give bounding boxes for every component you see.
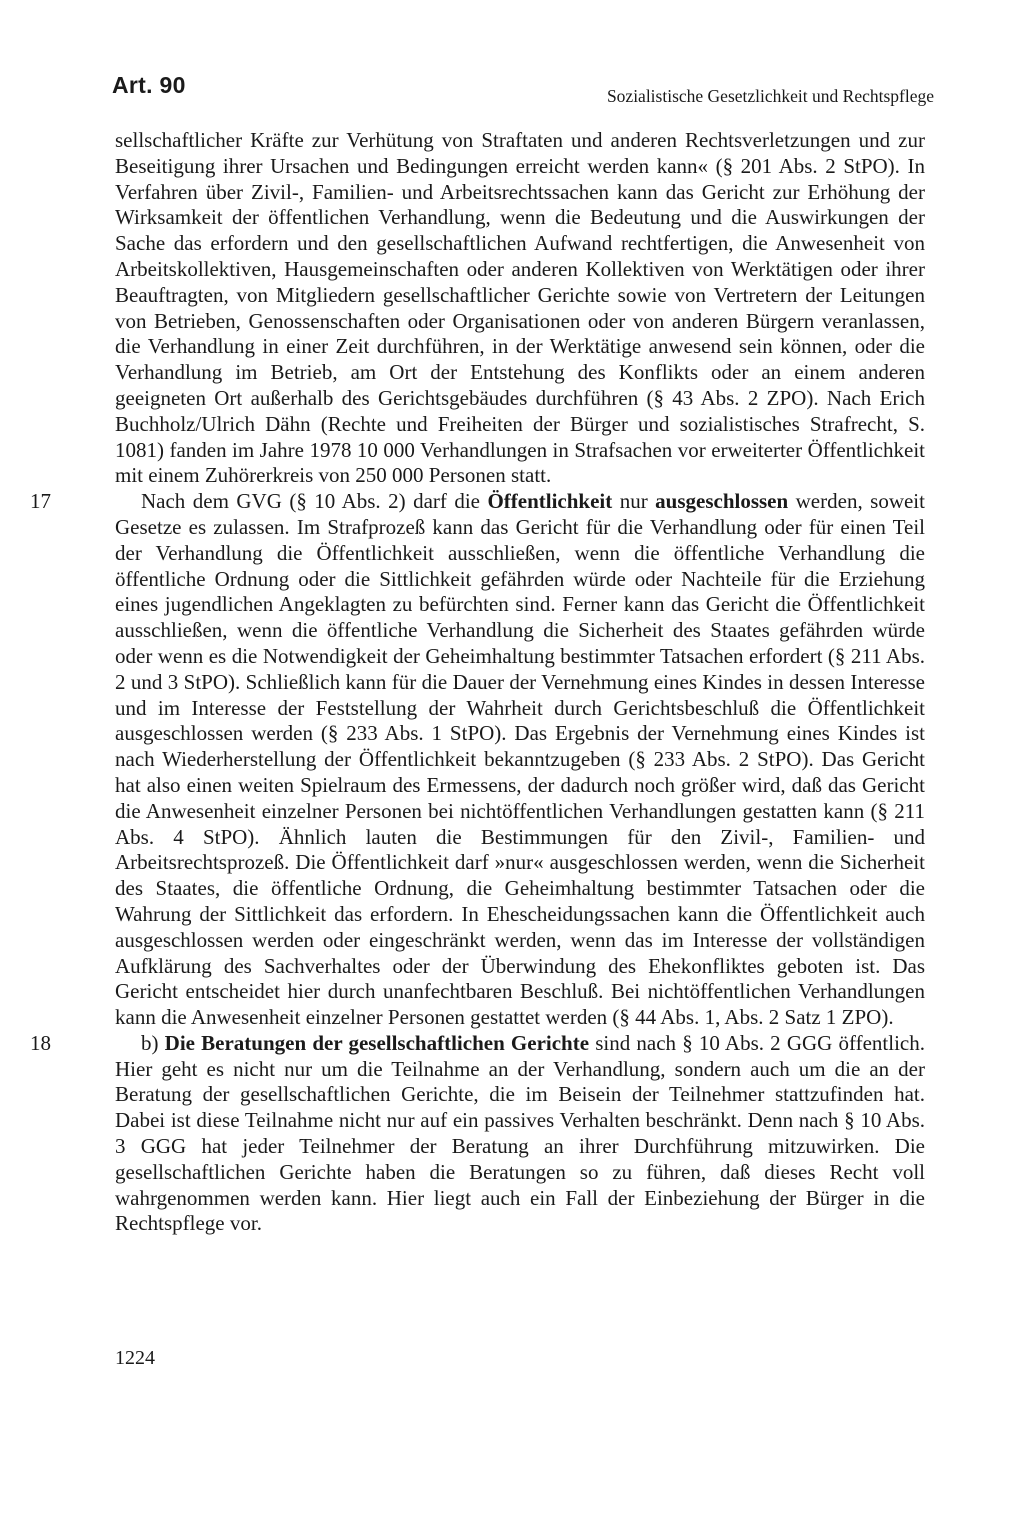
paragraph-17-part-c: nur <box>612 489 656 514</box>
margin-number-17: 17 <box>30 489 51 514</box>
paragraph-17-bold-1: Öffentlichkeit <box>487 489 613 514</box>
paragraph-continuation: sellschaftlicher Kräfte zur Verhütung von Straftaten und anderen Rechtsverletzungen und zur Beseitigung ihrer Ursachen und Bedingungen erreicht werden kann« (§ 201 Abs. 2 StPO). In Verfahren über Zivil-, Familien- und Arbeitsrechtssachen kann das Gericht zur Erhöhung der Wirksamkeit der öffentlichen Verhandlung, wenn die Bedeutung und die Auswirkungen der Sache das erfordern und den gesellschaftlichen Aufwand rechtfertigen, die Anwesenheit von Arbeitskollektiven, Hausgemeinschaften oder anderen Kollektiven von Werktätigen oder ihrer Beauftragten, von Mitgliedern gesellschaftlicher Gerichte sowie von Vertretern der Leitungen von Betrieben, Genossenschaften oder Organisationen oder von anderen Bürgern veranlassen, die Verhandlung in einer Zeit durchführen, in der Werktätige anwesend sein können, oder die Verhandlung im Betrieb, am Ort der Entstehung des Konflikts oder an einem anderen geeigneten Ort außerhalb des Gerichtsgebäudes durchführen (§ 43 Abs. 2 ZPO). Nach Erich Buchholz/Ulrich Dähn (Rechte und Freiheiten der Bürger und sozialistisches Strafrecht, S. 1081) fanden im Jahre 1978 10 000 Verhandlungen in Strafsachen vor erweiterter Öffentlichkeit mit einem Zuhörerkreis von 250 000 Personen statt. <box>115 128 925 488</box>
paragraph-17-text <box>115 489 925 1031</box>
paragraph-17 <box>30 489 925 1031</box>
body-text <box>30 128 926 1237</box>
running-header: Sozialistische Gesetzlichkeit und Rechtspflege <box>606 86 934 106</box>
paragraph-18-part-a: b) <box>141 1030 165 1055</box>
paragraph-18-text <box>115 1031 925 1237</box>
margin-number-18: 18 <box>30 1030 51 1055</box>
paragraph-18 <box>30 1030 926 1237</box>
paragraph-18-part-c: sind nach § 10 Abs. 2 GGG öffentlich. Hier geht es nicht nur um die Teilnahme an der Verhandlung, sondern auch um die an der Beratung der gesellschaftlichen Gerichte, die im Beisein der Teilnehmer stattzufinden hat. Dabei ist diese Teilnahme nicht nur auf ein passives Verhalten beschränkt. Denn nach § 10 Abs. 3 GGG hat jeder Teilnehmer der Beratung an ihrer Durchführung mitzuwirken. Die gesellschaftlichen Gerichte haben die Beratungen so zu führen, daß dieses Recht voll wahrgenommen werden kann. Hier liegt auch ein Fall der Einbeziehung der Bürger in die Rechtspflege vor. <box>115 1030 926 1236</box>
paragraph-17-part-a: Nach dem GVG (§ 10 Abs. 2) darf die <box>141 489 488 514</box>
page-number: 1224 <box>115 1347 155 1369</box>
paragraph-18-bold: Die Beratungen der gesellschaftlichen Gerichte <box>164 1030 590 1055</box>
paragraph-17-part-d: werden, soweit Gesetze es zulassen. Im Strafprozeß kann das Gericht für die Verhandlung oder für einen Teil der Verhandlung die Öffentlichkeit ausschließen, wenn die öffentliche Verhandlung die öffentliche Ordnung oder die Sittlichkeit gefährden würde oder Nachteile für die Erziehung eines jugendlichen Angeklagten zu befürchten sind. Ferner kann das Gericht die Öffentlichkeit ausschließen, wenn die öffentliche Verhandlung die Sicherheit des Staates gefährden würde oder wenn es die Notwendigkeit der Geheimhaltung bestimmter Tatsachen erfordert (§ 211 Abs. 2 und 3 StPO). Schließlich kann für die Dauer der Vernehmung eines Kindes in dessen Interesse und im Interesse der Feststellung der Wahrheit durch Gerichtsbeschluß die Öffentlichkeit ausgeschlossen werden (§ 233 Abs. 1 StPO). Das Ergebnis der Vernehmung eines Kindes ist nach Wiederherstellung der Öffentlichkeit bekanntzugeben (§ 233 Abs. 2 StPO). Das Gericht hat also einen weiten Spielraum des Ermessens, der dadurch noch größer wird, daß das Gericht die Anwesenheit einzelner Personen bei nichtöffentlichen Verhandlungen gestatten kann (§ 211 Abs. 4 StPO). Ähnlich lauten die Bestimmungen für den Zivil-, Familien- und Arbeitsrechtsprozeß. Die Öffentlichkeit darf »nur« ausgeschlossen werden, wenn die Sicherheit des Staates, die öffentliche Ordnung, die Geheimhaltung bestimmter Tatsachen oder die Wahrung der Sittlichkeit das erfordern. In Ehescheidungssachen kann die Öffentlichkeit auch ausgeschlossen werden oder eingeschränkt werden, wenn das im Interesse der vollständigen Aufklärung des Sachverhaltes oder der Überwindung des Ehekonfliktes geboten ist. Das Gericht entscheidet hier durch unanfechtbaren Beschluß. Bei nichtöffentlichen Verhandlungen kann die Anwesenheit einzelner Personen gestattet werden (§ 44 Abs. 1, Abs. 2 Satz 1 ZPO). <box>115 489 925 1030</box>
article-heading: Art. 90 <box>112 72 186 98</box>
paragraph-17-bold-2: ausgeschlossen <box>655 489 789 514</box>
